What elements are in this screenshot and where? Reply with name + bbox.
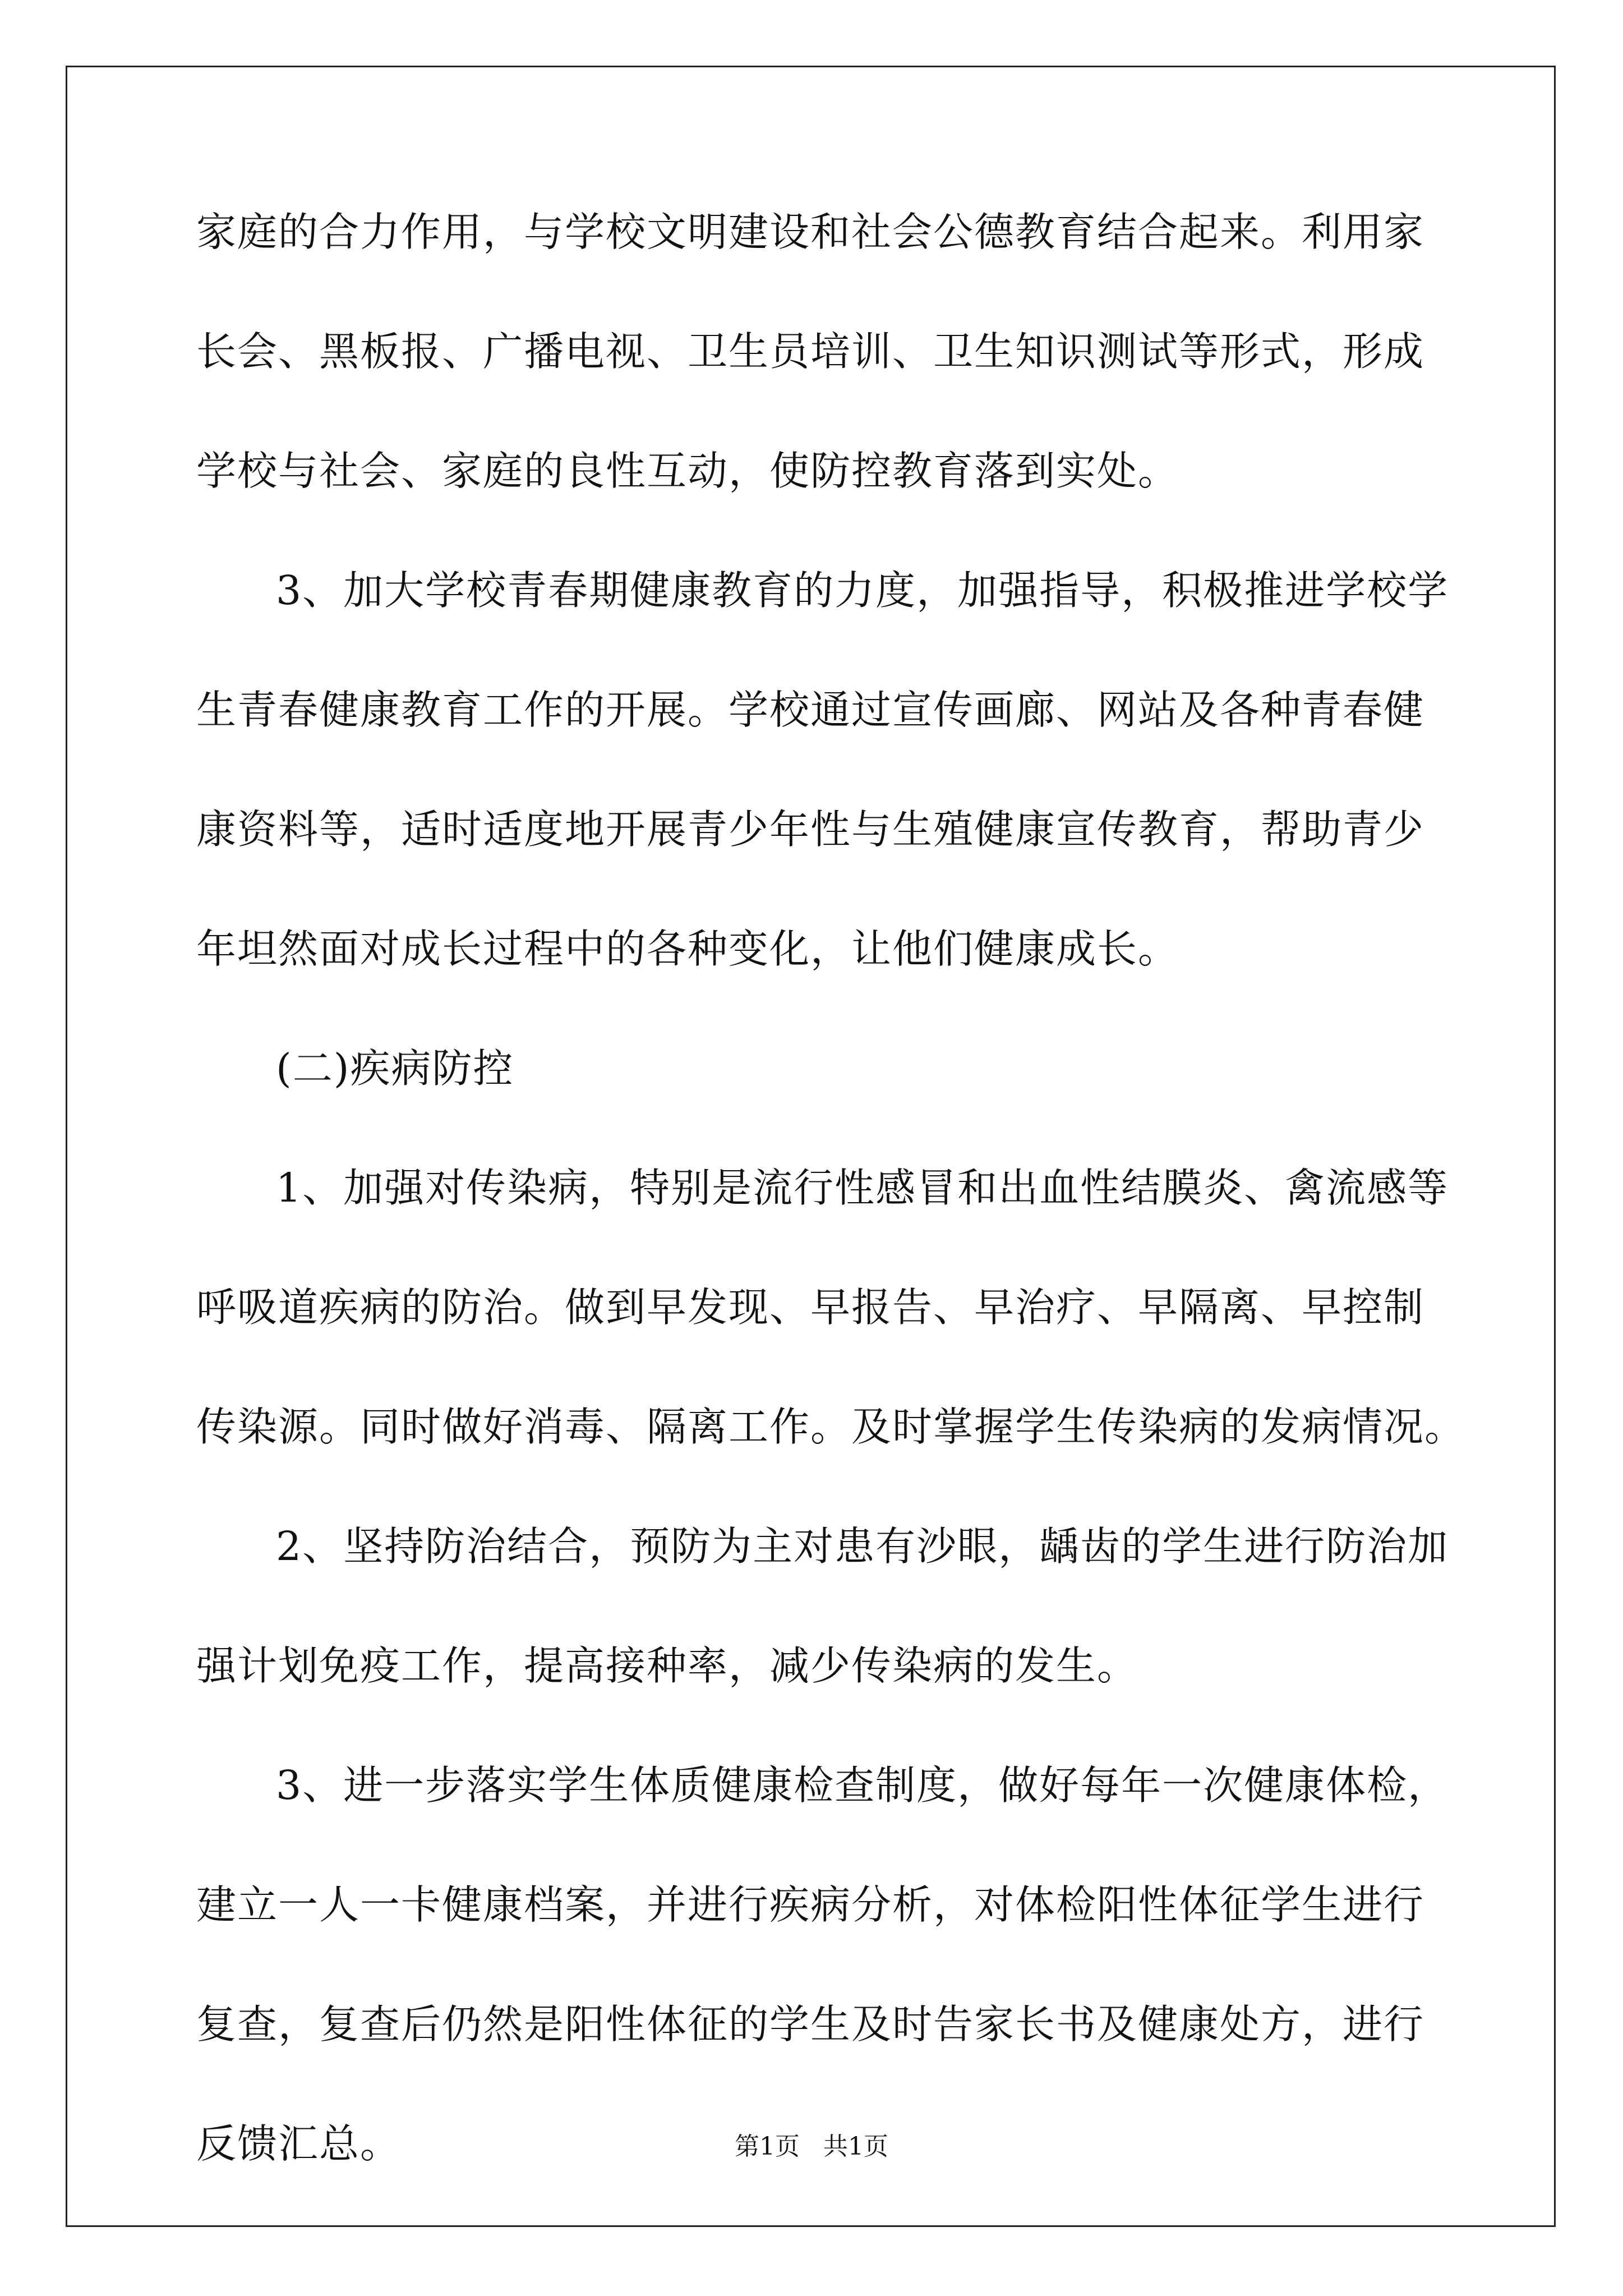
section-heading: (二)疾病防控 [276, 1045, 514, 1092]
text-line: 康资料等，适时适度地开展青少年性与生殖健康宣传教育，帮助青少 [196, 806, 1425, 853]
text-line: 年坦然面对成长过程中的各种变化，让他们健康成长。 [196, 926, 1179, 972]
paragraph-start-line: 1、加强对传染病，特别是流行性感冒和出血性结膜炎、禽流感等 [276, 1165, 1449, 1211]
text-line: 家庭的合力作用，与学校文明建设和社会公德教育结合起来。利用家 [196, 209, 1425, 255]
text-line: 反馈汇总。 [196, 2120, 402, 2167]
text-line: 呼吸道疾病的防治。做到早发现、早报告、早治疗、早隔离、早控制 [196, 1284, 1425, 1331]
text-line: 强计划免疫工作，提高接种率，减少传染病的发生。 [196, 1642, 1138, 1689]
text-line: 生青春健康教育工作的开展。学校通过宣传画廊、网站及各种青春健 [196, 687, 1425, 733]
paragraph-start-line: 3、加大学校青春期健康教育的力度，加强指导，积极推进学校学 [276, 567, 1449, 614]
page-number-footer: 第1页 共1页 [735, 2132, 888, 2161]
text-line: 建立一人一卡健康档案，并进行疾病分析，对体检阳性体征学生进行 [196, 1881, 1425, 1928]
text-line: 学校与社会、家庭的良性互动，使防控教育落到实处。 [196, 448, 1179, 494]
text-line: 复查，复查后仍然是阳性体征的学生及时告家长书及健康处方，进行 [196, 2001, 1425, 2047]
paragraph-start-line: 3、进一步落实学生体质健康检查制度，做好每年一次健康体检， [276, 1762, 1449, 1809]
paragraph-start-line: 2、坚持防治结合，预防为主对患有沙眼，龋齿的学生进行防治加 [276, 1523, 1449, 1570]
text-line: 传染源。同时做好消毒、隔离工作。及时掌握学生传染病的发病情况。 [196, 1404, 1466, 1450]
document-body [196, 209, 1466, 2167]
text-line: 长会、黑板报、广播电视、卫生员培训、卫生知识测试等形式，形成 [196, 328, 1425, 375]
